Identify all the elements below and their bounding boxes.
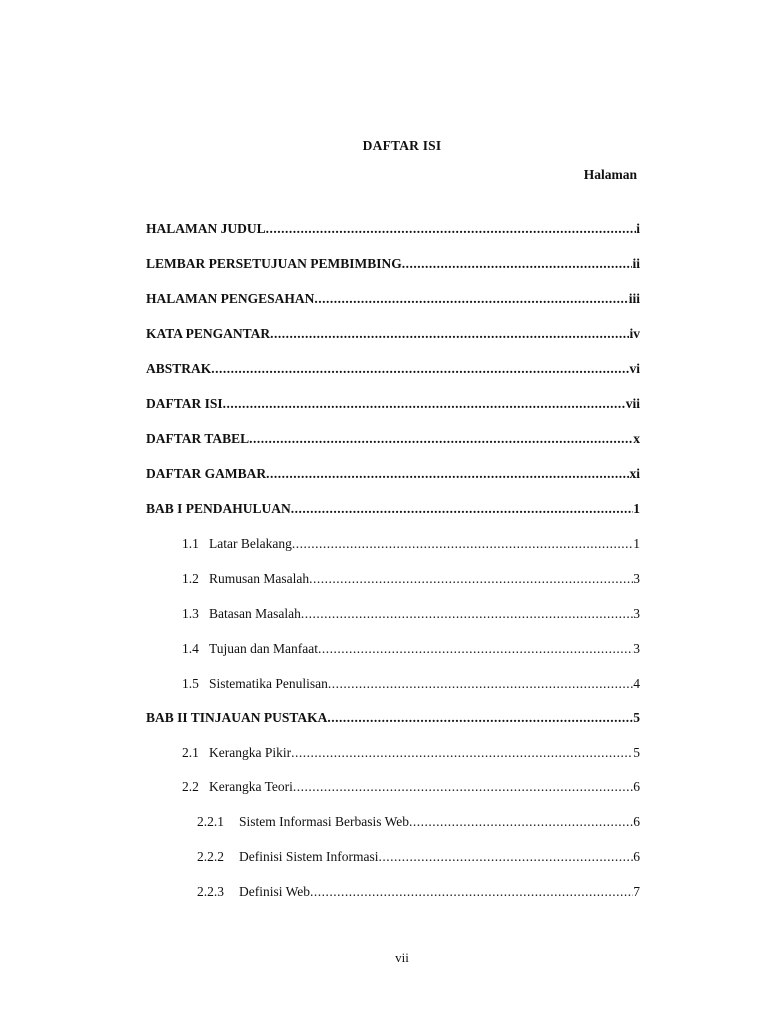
toc-entry-1-3[interactable] [182,606,640,624]
toc-entry-number: 1.5 [182,676,199,691]
dot-leader [318,641,633,657]
dot-leader [409,814,633,830]
toc-entry-label: Kerangka Pikir [209,745,292,760]
toc-entry-2-2[interactable] [182,779,640,797]
toc-entry-label: Definisi Web [239,884,311,899]
toc-entry-page: 5 [633,710,640,725]
dot-leader [328,676,633,692]
toc-entry-page: 6 [633,814,640,829]
dot-leader [292,536,633,552]
dot-leader [310,884,633,900]
toc-entry-label: Sistematika Penulisan [209,676,328,691]
toc-entry-kata-pengantar[interactable] [146,326,640,344]
dot-leader [266,466,629,482]
toc-entry-label: Tujuan dan Manfaat [209,641,318,656]
toc-entry-number: 2.2.3 [197,884,224,899]
toc-entry-number: 1.1 [182,536,199,551]
toc-entry-page: ii [632,256,640,271]
toc-entry-halaman-judul[interactable] [146,221,640,239]
toc-entry-page: iii [628,291,640,306]
toc-entry-lembar-persetujuan[interactable] [146,256,640,274]
toc-entry-number: 1.4 [182,641,199,656]
toc-entry-2-2-2[interactable] [197,849,640,867]
toc-entry-label: KATA PENGANTAR [146,326,271,341]
toc-entry-label: Kerangka Teori [209,779,293,794]
toc-entry-page: xi [629,466,640,481]
dot-leader [314,291,628,307]
dot-leader [291,745,633,761]
toc-entry-label: Rumusan Masalah [209,571,310,586]
toc-entry-page: 4 [633,676,640,691]
toc-entry-label: HALAMAN PENGESAHAN [146,291,315,306]
toc-entry-label: Definisi Sistem Informasi [239,849,379,864]
toc-entry-daftar-gambar[interactable] [146,466,640,484]
toc-entry-2-2-1[interactable] [197,814,640,832]
page-title: DAFTAR ISI [362,138,442,153]
toc-entry-page: 7 [633,884,640,899]
toc-entry-page: 3 [633,571,640,586]
toc-entry-label: LEMBAR PERSETUJUAN PEMBIMBING [146,256,402,271]
toc-entry-label: HALAMAN JUDUL [146,221,266,236]
toc-entry-page: i [636,221,640,236]
toc-entry-label: BAB II TINJAUAN PUSTAKA [146,710,328,725]
toc-entry-label: Sistem Informasi Berbasis Web [239,814,410,829]
toc-entry-number: 2.2 [182,779,199,794]
toc-entry-page: 1 [633,536,640,551]
toc-entry-1-2[interactable] [182,571,640,589]
toc-entry-number: 2.2.2 [197,849,224,864]
dot-leader [266,221,637,237]
toc-entry-label: ABSTRAK [146,361,212,376]
toc-entry-daftar-tabel[interactable] [146,431,640,449]
toc-entry-page: 6 [633,779,640,794]
toc-entry-bab-1[interactable] [146,501,640,519]
dot-leader [291,501,633,517]
toc-entry-label: DAFTAR TABEL [146,431,250,446]
toc-entry-label: DAFTAR ISI [146,396,223,411]
page-column-header: Halaman [583,167,637,182]
toc-entry-halaman-pengesahan[interactable] [146,291,640,309]
toc-entry-abstrak[interactable] [146,361,640,379]
toc-entry-label: Batasan Masalah [209,606,301,621]
toc-entry-label: BAB I PENDAHULUAN [146,501,291,516]
toc-entry-1-5[interactable] [182,676,640,694]
toc-entry-number: 2.1 [182,745,199,760]
page-number-footer: vii [395,950,409,965]
toc-entry-2-1[interactable] [182,745,640,763]
toc-entry-page: 3 [633,641,640,656]
dot-leader [327,710,633,726]
toc-entry-page: vii [625,396,640,411]
dot-leader [293,779,633,795]
toc-entry-number: 2.2.1 [197,814,224,829]
dot-leader [211,361,629,377]
toc-entry-label: Latar Belakang [209,536,292,551]
dot-leader [270,326,629,342]
toc-entry-page: 1 [633,501,640,516]
dot-leader [249,431,633,447]
dot-leader [223,396,626,412]
toc-entry-daftar-isi[interactable] [146,396,640,414]
toc-entry-1-4[interactable] [182,641,640,659]
toc-entry-page: x [633,431,640,446]
toc-entry-1-1[interactable] [182,536,640,554]
toc-entry-2-2-3[interactable] [197,884,640,902]
dot-leader [378,849,633,865]
toc-entry-page: vi [629,361,640,376]
toc-entry-page: iv [629,326,640,341]
toc-entry-label: DAFTAR GAMBAR [146,466,267,481]
toc-entry-number: 1.3 [182,606,199,621]
toc-entry-bab-2[interactable] [146,710,640,728]
toc-entry-number: 1.2 [182,571,199,586]
dot-leader [309,571,633,587]
toc-entry-page: 5 [633,745,640,760]
dot-leader [402,256,633,272]
toc-entry-page: 6 [633,849,640,864]
dot-leader [301,606,633,622]
toc-entry-page: 3 [633,606,640,621]
